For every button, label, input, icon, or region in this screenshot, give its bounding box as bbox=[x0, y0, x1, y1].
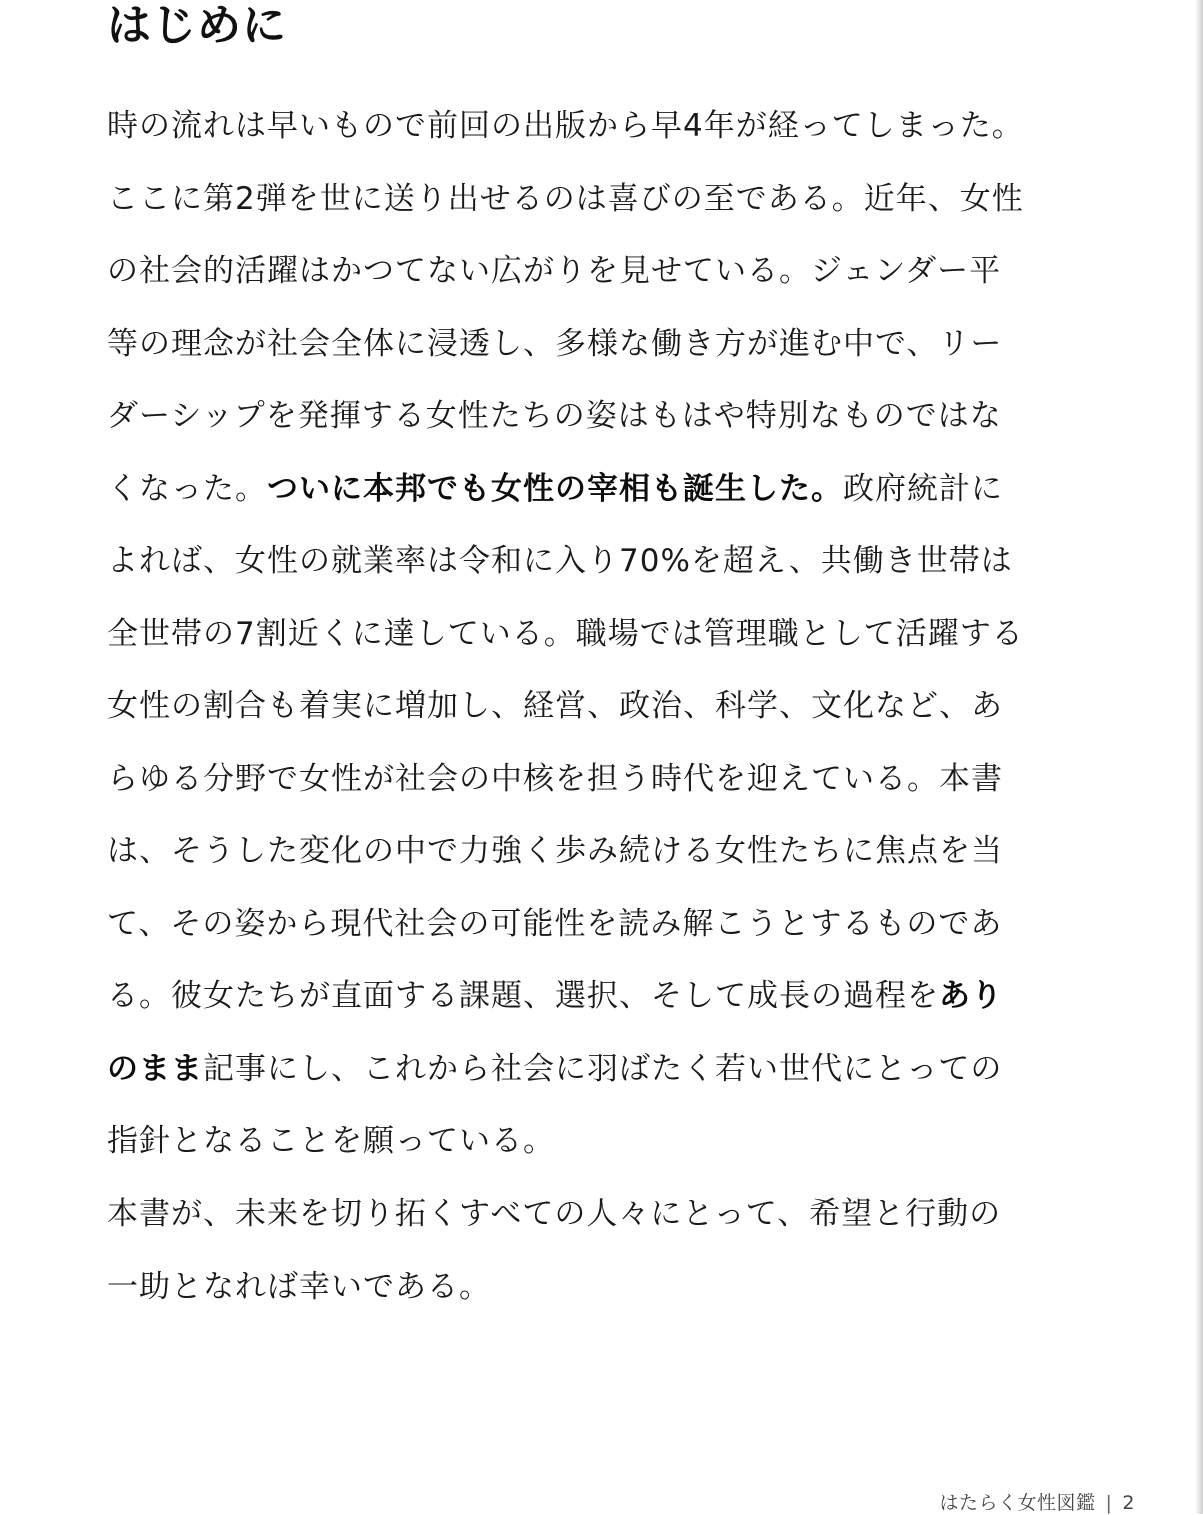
text-line: は、そうした変化の中で力強く歩み続ける女性たちに焦点を当 bbox=[107, 833, 1003, 869]
text-line: 女性の割合も着実に増加し、経営、政治、科学、文化など、あ bbox=[107, 688, 1003, 724]
text-line bbox=[107, 1033, 1097, 1106]
text-line: 時の流れは早いもので前回の出版から早4年が経ってしまった。 bbox=[107, 108, 1024, 144]
page-footer bbox=[939, 1488, 1135, 1515]
text-run: 政府統計に bbox=[843, 470, 1003, 507]
text-run: 記事にし、これから社会に羽ばたく若い世代にとっての bbox=[203, 1050, 1003, 1087]
closing-paragraph bbox=[107, 1178, 1097, 1325]
text-line: よれば、女性の就業率は令和に入り70%を超え、共働き世帯は bbox=[107, 543, 1013, 579]
text-line: の社会的活躍はかつてない広がりを見せている。ジェンダー平 bbox=[107, 253, 1002, 289]
page-number: 2 bbox=[1122, 1492, 1135, 1514]
footer-book-title: はたらく女性図鑑 bbox=[939, 1492, 1096, 1514]
text-line: らゆる分野で女性が社会の中核を担う時代を迎えている。本書 bbox=[107, 760, 1003, 797]
body-text bbox=[107, 90, 1097, 1325]
text-line: 指針となることを願っている。 bbox=[107, 1123, 555, 1159]
text-line: ここに第2弾を世に送り出せるのは喜びの至である。近年、女性 bbox=[107, 180, 1024, 217]
text-line: 一助となれば幸いである。 bbox=[107, 1269, 491, 1305]
intro-paragraph bbox=[107, 90, 1097, 1178]
emphasis-text: のまま bbox=[107, 1050, 203, 1087]
page-edge-shadow bbox=[1195, 0, 1203, 1514]
text-line: ダーシップを発揮する女性たちの姿はもはや特別なものではな bbox=[107, 398, 1002, 434]
text-run: る。彼女たちが直面する課題、選択、そして成長の過程を bbox=[107, 978, 939, 1014]
text-run: くなった。 bbox=[107, 470, 267, 507]
text-line: 等の理念が社会全体に浸透し、多様な働き方が進む中で、リー bbox=[107, 325, 1003, 362]
footer-separator: | bbox=[1105, 1492, 1113, 1514]
emphasis-text: あり bbox=[939, 978, 1003, 1014]
text-line: て、その姿から現代社会の可能性を読み解こうとするものであ bbox=[107, 905, 1003, 942]
text-line bbox=[107, 453, 1097, 526]
text-line bbox=[107, 960, 1097, 1033]
text-line: 本書が、未来を切り拓くすべての人々にとって、希望と行動の bbox=[107, 1195, 1002, 1232]
text-line: 全世帯の7割近くに達している。職場では管理職として活躍する bbox=[107, 615, 1024, 652]
emphasis-text: ついに本邦でも女性の宰相も誕生した。 bbox=[267, 470, 843, 507]
page-title: はじめに bbox=[107, 0, 287, 51]
